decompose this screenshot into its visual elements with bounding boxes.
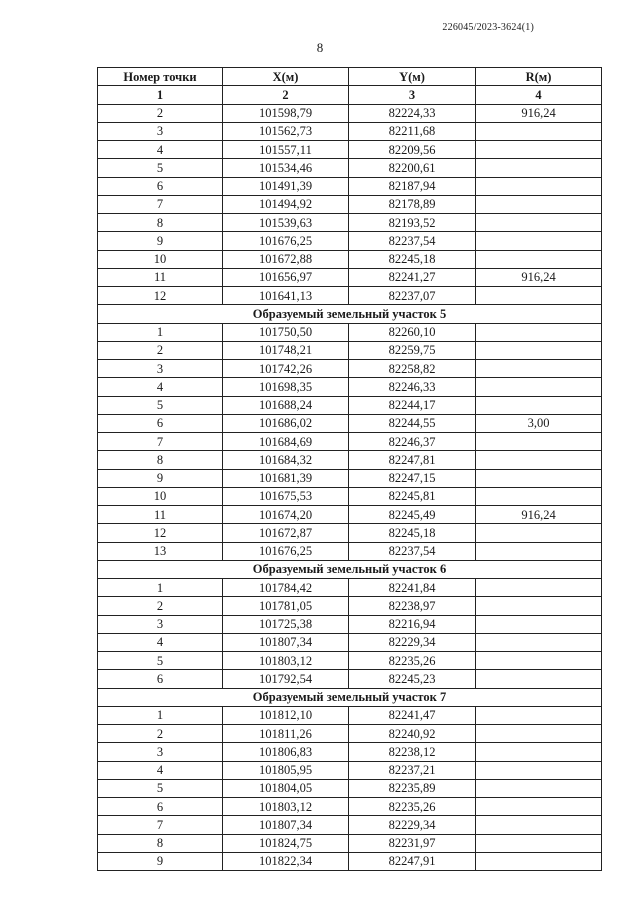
- x-coordinate-cell: 101672,87: [223, 524, 349, 542]
- y-coordinate-cell: 82240,92: [349, 725, 476, 743]
- point-number-cell: 3: [98, 360, 223, 378]
- radius-cell: [476, 433, 602, 451]
- radius-cell: [476, 177, 602, 195]
- point-number-cell: 5: [98, 652, 223, 670]
- radius-cell: [476, 287, 602, 305]
- radius-cell: [476, 597, 602, 615]
- y-coordinate-cell: 82229,34: [349, 633, 476, 651]
- section-title-row: [98, 688, 602, 706]
- point-number-cell: 4: [98, 141, 223, 159]
- y-coordinate-cell: 82244,17: [349, 396, 476, 414]
- column-index-cell: 1: [98, 86, 223, 104]
- radius-cell: [476, 652, 602, 670]
- radius-cell: [476, 122, 602, 140]
- y-coordinate-cell: 82235,26: [349, 652, 476, 670]
- y-coordinate-cell: 82260,10: [349, 323, 476, 341]
- radius-cell: [476, 250, 602, 268]
- point-number-cell: 10: [98, 487, 223, 505]
- y-coordinate-cell: 82211,68: [349, 122, 476, 140]
- table-row: [98, 834, 602, 852]
- x-coordinate-cell: 101686,02: [223, 414, 349, 432]
- point-number-cell: 12: [98, 524, 223, 542]
- x-coordinate-cell: 101676,25: [223, 232, 349, 250]
- x-coordinate-cell: 101562,73: [223, 122, 349, 140]
- section-title: Образуемый земельный участок 6: [98, 560, 602, 578]
- point-number-cell: 9: [98, 469, 223, 487]
- column-index-cell: 2: [223, 86, 349, 104]
- point-number-cell: 12: [98, 287, 223, 305]
- point-number-cell: 4: [98, 633, 223, 651]
- point-number-cell: 6: [98, 670, 223, 688]
- table-row: [98, 250, 602, 268]
- table-row: [98, 287, 602, 305]
- radius-cell: [476, 451, 602, 469]
- point-number-cell: 5: [98, 779, 223, 797]
- table-row: [98, 177, 602, 195]
- radius-cell: [476, 159, 602, 177]
- x-coordinate-cell: 101781,05: [223, 597, 349, 615]
- x-coordinate-cell: 101698,35: [223, 378, 349, 396]
- point-number-cell: 8: [98, 214, 223, 232]
- y-coordinate-cell: 82245,49: [349, 506, 476, 524]
- y-coordinate-cell: 82241,84: [349, 579, 476, 597]
- radius-cell: [476, 706, 602, 724]
- point-number-cell: 7: [98, 195, 223, 213]
- y-coordinate-cell: 82259,75: [349, 341, 476, 359]
- x-coordinate-cell: 101672,88: [223, 250, 349, 268]
- radius-cell: [476, 615, 602, 633]
- table-row: [98, 542, 602, 560]
- point-number-cell: 1: [98, 323, 223, 341]
- x-coordinate-cell: 101684,32: [223, 451, 349, 469]
- y-coordinate-cell: 82246,37: [349, 433, 476, 451]
- radius-cell: [476, 341, 602, 359]
- radius-cell: [476, 323, 602, 341]
- radius-cell: [476, 487, 602, 505]
- radius-cell: [476, 743, 602, 761]
- radius-cell: [476, 141, 602, 159]
- y-coordinate-cell: 82224,33: [349, 104, 476, 122]
- point-number-cell: 6: [98, 798, 223, 816]
- radius-cell: 916,24: [476, 104, 602, 122]
- header-y: Y(м): [349, 68, 476, 86]
- x-coordinate-cell: 101805,95: [223, 761, 349, 779]
- x-coordinate-cell: 101792,54: [223, 670, 349, 688]
- y-coordinate-cell: 82231,97: [349, 834, 476, 852]
- x-coordinate-cell: 101534,46: [223, 159, 349, 177]
- header-row: [98, 68, 602, 86]
- table-row: [98, 761, 602, 779]
- point-number-cell: 10: [98, 250, 223, 268]
- table-row: [98, 506, 602, 524]
- table-row: [98, 487, 602, 505]
- header-r: R(м): [476, 68, 602, 86]
- radius-cell: [476, 195, 602, 213]
- point-number-cell: 11: [98, 268, 223, 286]
- y-coordinate-cell: 82247,91: [349, 852, 476, 870]
- x-coordinate-cell: 101675,53: [223, 487, 349, 505]
- table-row: [98, 524, 602, 542]
- point-number-cell: 13: [98, 542, 223, 560]
- point-number-cell: 9: [98, 852, 223, 870]
- section-title-row: [98, 560, 602, 578]
- y-coordinate-cell: 82245,23: [349, 670, 476, 688]
- page-number: 8: [316, 40, 324, 55]
- radius-cell: 3,00: [476, 414, 602, 432]
- y-coordinate-cell: 82238,97: [349, 597, 476, 615]
- x-coordinate-cell: 101803,12: [223, 652, 349, 670]
- table-row: [98, 341, 602, 359]
- header-point-number: Номер точки: [98, 68, 223, 86]
- radius-cell: 916,24: [476, 268, 602, 286]
- y-coordinate-cell: 82237,54: [349, 232, 476, 250]
- table-row: [98, 195, 602, 213]
- table-row: [98, 597, 602, 615]
- radius-cell: [476, 396, 602, 414]
- x-coordinate-cell: 101656,97: [223, 268, 349, 286]
- point-number-cell: 8: [98, 451, 223, 469]
- point-number-cell: 2: [98, 597, 223, 615]
- point-number-cell: 7: [98, 433, 223, 451]
- x-coordinate-cell: 101539,63: [223, 214, 349, 232]
- radius-cell: 916,24: [476, 506, 602, 524]
- radius-cell: [476, 779, 602, 797]
- y-coordinate-cell: 82216,94: [349, 615, 476, 633]
- point-number-cell: 1: [98, 706, 223, 724]
- point-number-cell: 3: [98, 743, 223, 761]
- table-row: [98, 360, 602, 378]
- table-row: [98, 433, 602, 451]
- table-row: [98, 779, 602, 797]
- x-coordinate-cell: 101803,12: [223, 798, 349, 816]
- table-row: [98, 670, 602, 688]
- x-coordinate-cell: 101822,34: [223, 852, 349, 870]
- point-number-cell: 7: [98, 816, 223, 834]
- table-row: [98, 451, 602, 469]
- column-index-cell: 3: [349, 86, 476, 104]
- table-row: [98, 232, 602, 250]
- y-coordinate-cell: 82245,18: [349, 250, 476, 268]
- table-row: [98, 414, 602, 432]
- y-coordinate-cell: 82229,34: [349, 816, 476, 834]
- table-row: [98, 268, 602, 286]
- x-coordinate-cell: 101807,34: [223, 816, 349, 834]
- y-coordinate-cell: 82193,52: [349, 214, 476, 232]
- coordinates-table: [97, 67, 602, 871]
- table-row: [98, 469, 602, 487]
- point-number-cell: 9: [98, 232, 223, 250]
- x-coordinate-cell: 101748,21: [223, 341, 349, 359]
- table-row: [98, 579, 602, 597]
- point-number-cell: 5: [98, 159, 223, 177]
- point-number-cell: 2: [98, 104, 223, 122]
- radius-cell: [476, 670, 602, 688]
- radius-cell: [476, 834, 602, 852]
- section-title: Образуемый земельный участок 5: [98, 305, 602, 323]
- radius-cell: [476, 214, 602, 232]
- y-coordinate-cell: 82238,12: [349, 743, 476, 761]
- radius-cell: [476, 761, 602, 779]
- x-coordinate-cell: 101676,25: [223, 542, 349, 560]
- x-coordinate-cell: 101557,11: [223, 141, 349, 159]
- table-row: [98, 706, 602, 724]
- x-coordinate-cell: 101674,20: [223, 506, 349, 524]
- x-coordinate-cell: 101688,24: [223, 396, 349, 414]
- table-row: [98, 378, 602, 396]
- y-coordinate-cell: 82237,54: [349, 542, 476, 560]
- table-row: [98, 816, 602, 834]
- radius-cell: [476, 852, 602, 870]
- y-coordinate-cell: 82246,33: [349, 378, 476, 396]
- x-coordinate-cell: 101784,42: [223, 579, 349, 597]
- radius-cell: [476, 633, 602, 651]
- table-row: [98, 396, 602, 414]
- point-number-cell: 1: [98, 579, 223, 597]
- header-x: X(м): [223, 68, 349, 86]
- x-coordinate-cell: 101806,83: [223, 743, 349, 761]
- y-coordinate-cell: 82258,82: [349, 360, 476, 378]
- x-coordinate-cell: 101684,69: [223, 433, 349, 451]
- x-coordinate-cell: 101824,75: [223, 834, 349, 852]
- x-coordinate-cell: 101742,26: [223, 360, 349, 378]
- x-coordinate-cell: 101812,10: [223, 706, 349, 724]
- x-coordinate-cell: 101807,34: [223, 633, 349, 651]
- document-number: 226045/2023-3624(1): [442, 22, 534, 33]
- y-coordinate-cell: 82235,26: [349, 798, 476, 816]
- y-coordinate-cell: 82209,56: [349, 141, 476, 159]
- table-row: [98, 159, 602, 177]
- point-number-cell: 2: [98, 341, 223, 359]
- table-body: [98, 86, 602, 871]
- radius-cell: [476, 469, 602, 487]
- column-index-cell: 4: [476, 86, 602, 104]
- radius-cell: [476, 360, 602, 378]
- y-coordinate-cell: 82200,61: [349, 159, 476, 177]
- table-row: [98, 633, 602, 651]
- point-number-cell: 8: [98, 834, 223, 852]
- x-coordinate-cell: 101681,39: [223, 469, 349, 487]
- table-row: [98, 725, 602, 743]
- x-coordinate-cell: 101811,26: [223, 725, 349, 743]
- table-row: [98, 615, 602, 633]
- table-row: [98, 104, 602, 122]
- point-number-cell: 4: [98, 378, 223, 396]
- x-coordinate-cell: 101725,38: [223, 615, 349, 633]
- radius-cell: [476, 816, 602, 834]
- table-row: [98, 141, 602, 159]
- y-coordinate-cell: 82247,15: [349, 469, 476, 487]
- point-number-cell: 5: [98, 396, 223, 414]
- y-coordinate-cell: 82235,89: [349, 779, 476, 797]
- point-number-cell: 3: [98, 615, 223, 633]
- table-row: [98, 852, 602, 870]
- point-number-cell: 2: [98, 725, 223, 743]
- x-coordinate-cell: 101750,50: [223, 323, 349, 341]
- x-coordinate-cell: 101598,79: [223, 104, 349, 122]
- x-coordinate-cell: 101494,92: [223, 195, 349, 213]
- point-number-cell: 6: [98, 177, 223, 195]
- table-row: [98, 214, 602, 232]
- radius-cell: [476, 798, 602, 816]
- table-row: [98, 798, 602, 816]
- radius-cell: [476, 524, 602, 542]
- radius-cell: [476, 725, 602, 743]
- x-coordinate-cell: 101491,39: [223, 177, 349, 195]
- radius-cell: [476, 542, 602, 560]
- table-row: [98, 323, 602, 341]
- point-number-cell: 6: [98, 414, 223, 432]
- point-number-cell: 3: [98, 122, 223, 140]
- y-coordinate-cell: 82178,89: [349, 195, 476, 213]
- section-title: Образуемый земельный участок 7: [98, 688, 602, 706]
- y-coordinate-cell: 82237,21: [349, 761, 476, 779]
- x-coordinate-cell: 101641,13: [223, 287, 349, 305]
- table-row: [98, 743, 602, 761]
- y-coordinate-cell: 82245,18: [349, 524, 476, 542]
- point-number-cell: 4: [98, 761, 223, 779]
- radius-cell: [476, 232, 602, 250]
- y-coordinate-cell: 82244,55: [349, 414, 476, 432]
- y-coordinate-cell: 82237,07: [349, 287, 476, 305]
- y-coordinate-cell: 82245,81: [349, 487, 476, 505]
- column-index-row: [98, 86, 602, 104]
- point-number-cell: 11: [98, 506, 223, 524]
- radius-cell: [476, 579, 602, 597]
- radius-cell: [476, 378, 602, 396]
- section-title-row: [98, 305, 602, 323]
- y-coordinate-cell: 82187,94: [349, 177, 476, 195]
- table-row: [98, 652, 602, 670]
- y-coordinate-cell: 82241,27: [349, 268, 476, 286]
- y-coordinate-cell: 82241,47: [349, 706, 476, 724]
- y-coordinate-cell: 82247,81: [349, 451, 476, 469]
- table-row: [98, 122, 602, 140]
- x-coordinate-cell: 101804,05: [223, 779, 349, 797]
